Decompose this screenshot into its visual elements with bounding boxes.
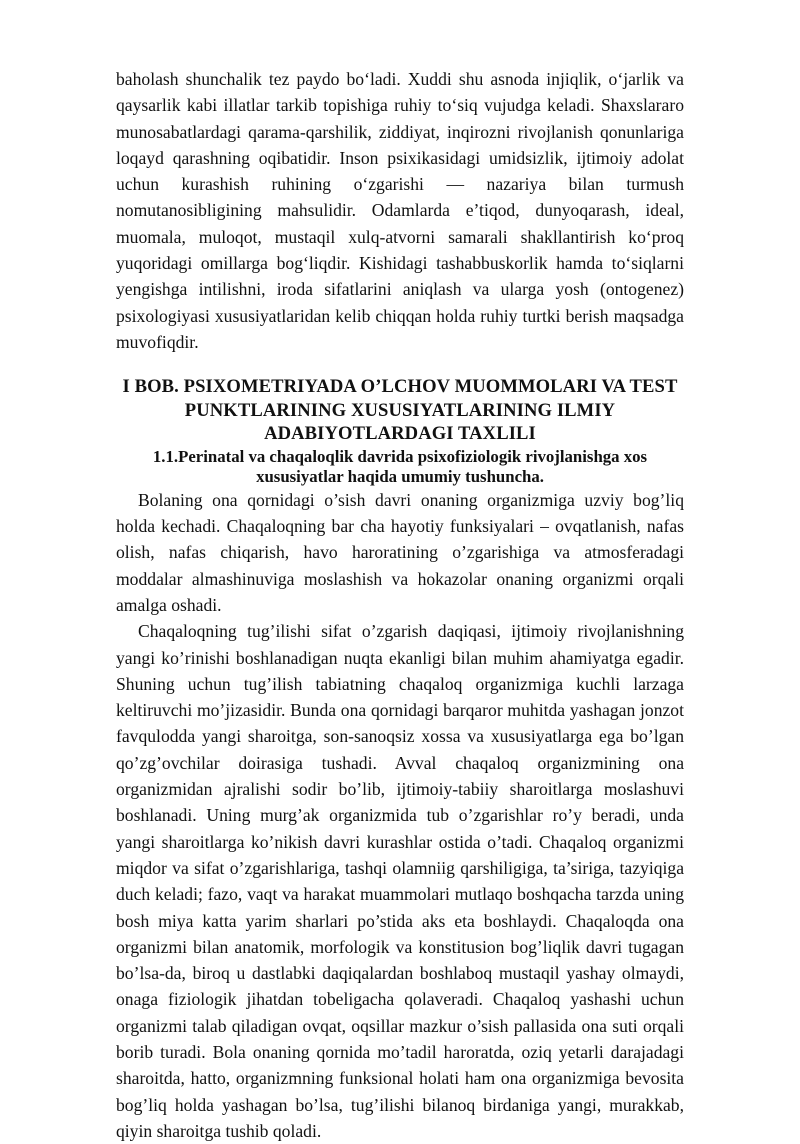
section-title [116, 447, 684, 487]
chapter-title [116, 375, 684, 446]
intro-paragraph: baholash shunchalik tez paydo bo‘ladi. Xuddi shu asnoda injiqlik, o‘jarlik va qaysarlik kabi illatlar tarkib topishiga ruhiy to‘siq vujudga keladi. Shaxslararo munosabatlardagi qarama-qarshilik, ziddiyat, inqirozni rivojlanish qonunlariga loqayd qarashning oqibatidir. Inson psixikasidagi umidsizlik, ijtimoiy adolat uchun kurashish ruhining o‘zgarishi — nazariya bilan turmush nomutanosibligining mahsulidir. Odamlarda e’tiqod, dunyoqarash, ideal, muomala, muloqot, mustaqil xulq-atvorni samarali shakllantirish ko‘proq yuqoridagi omillarga bog‘liqdir. Kishidagi tashabbuskorlik hamda to‘siqlarni yengishga intilishni, iroda sifatlarini aniqlash va ularga yosh (ontogenez) psixologiyasi xususiyatlaridan kelib chiqqan holda ruhiy turtki berish maqsadga muvofiqdir. [116, 69, 684, 352]
document-page [116, 66, 684, 1144]
chapter-title-line-1: I BOB. PSIXOMETRIYADA O’LCHOV MUOMMOLARI VA TEST [122, 376, 678, 398]
paragraph-1: Bolaning ona qornidagi o’sish davri onaning organizmiga uzviy bog’liq holda kechadi. Chaqaloqning bar cha hayotiy funksiyalari – ovqatlanish, nafas olish, nafas chiqarish, havo haroratining o’zgarishiga va atmosferadagi moddalar almashinuviga moslashish va hokazolar onaning organizmi orqali amalga oshadi. [116, 489, 684, 615]
chapter-title-line-2: PUNKTLARINING XUSUSIYATLARINING ILMIY [184, 399, 616, 421]
chapter-title-line-3: ADABIYOTLARDAGI TAXLILI [264, 423, 536, 445]
section-title-line-2: xususiyatlar haqida umumiy tushuncha. [256, 466, 544, 486]
section-title-line-1: 1.1.Perinatal va chaqaloqlik davrida psixofiziologik rivojlanishga xos [152, 446, 648, 466]
paragraph-2: Chaqaloqning tug’ilishi sifat o’zgarish daqiqasi, ijtimoiy rivojlanishning yangi ko’rinishi boshlanadigan nuqta ekanligi bilan muhim ahamiyatga egadir. Shuning uchun tug’ilish tabiatning chaqaloq organizmiga kuchli larzaga keltiruvchi mo’jizasidir. Bunda ona qornidagi barqaror muhitda yashagan jonzot favqulodda yangi sharoitga, son-sanoqsiz xossa va xususiyatlarga ega bo’lgan qo’zg’ovchilar doirasiga tushadi. Avval chaqaloq organizmining ona organizmidan ajralishi sodir bo’lib, ijtimoiy-tabiiy sharoitlarga moslashuvi boshlanadi. Uning murg’ak organizmida tub o’zgarishlar ro’y beradi, unda yangi sharoitlarga ko’nikish davri kurashlar ostida o’tadi. Chaqaloq organizmi miqdor va sifat o’zgarishlariga, tashqi olamniig qarshiligiga, ta’siriga, tazyiqiga duch keladi; fazo, vaqt va harakat muammolari mutlaqo boshqacha tarzda uning bosh miya katta yarim sharlari po’stida aks eta boshlaydi. Chaqaloqda ona organizmi bilan anatomik, morfologik va konstitusion bog’liqlik davri tugagan bo’lsa-da, biroq u dastlabki daqiqalardan boshlaboq mustaqil yashay olmaydi, onaga fiziologik jihatdan tobeligacha qolaveradi. Chaqaloq yashashi uchun organizmi talab qiladigan ovqat, oqsillar mazkur o’sish pallasida ona suti orqali borib turadi. Bola onaning qornida mo’tadil haroratda, oziq yetarli darajadagi sharoitda, hatto, organizmning funksional holati ham ona organizmiga bevosita bog’liq holda yashagan bo’lsa, tug’ilishi bilanoq birdaniga yangi, murakkab, qiyin sharoitga tushib qoladi. [116, 621, 684, 1141]
